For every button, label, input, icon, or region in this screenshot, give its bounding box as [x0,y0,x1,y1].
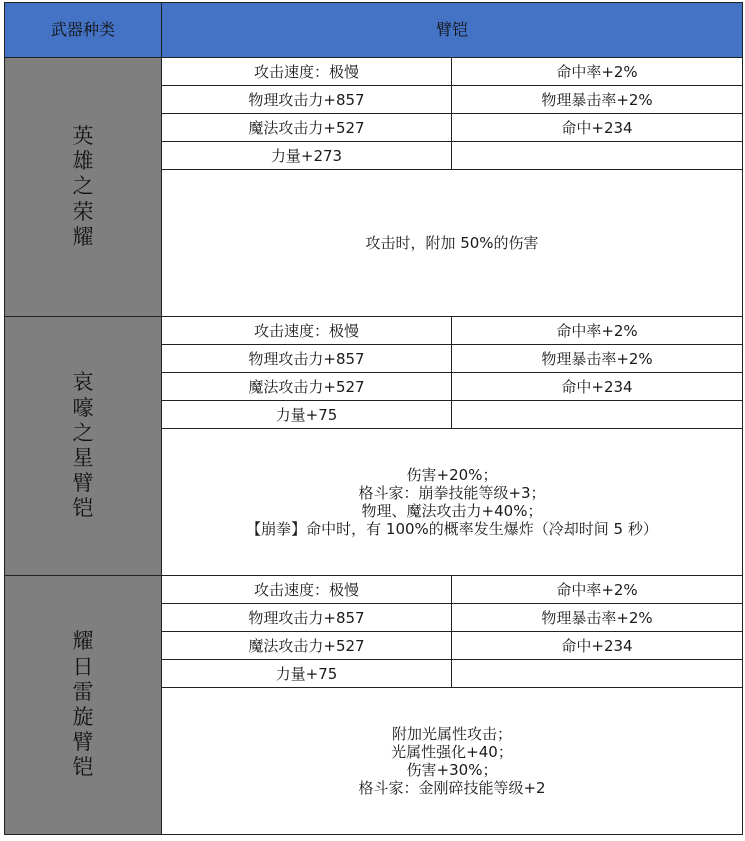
effect-line: 光属性强化+40； [391,743,513,761]
item-name-cell [5,576,162,835]
stat-right: 命中+234 [452,114,743,142]
effect-cell [162,429,743,576]
stat-left: 力量+75 [162,660,452,688]
stat-row [5,576,743,604]
stat-left: 物理攻击力+857 [162,345,452,373]
stat-left: 物理攻击力+857 [162,86,452,114]
weapon-type-header: 臂铠 [162,3,743,58]
stat-left: 魔法攻击力+527 [162,632,452,660]
stat-right: 物理暴击率+2% [452,86,743,114]
stat-right [452,142,743,170]
effect-cell [162,170,743,317]
stat-row [5,317,743,345]
stat-left: 攻击速度：极慢 [162,317,452,345]
item-name: 哀嚎之星臂铠 [72,370,94,521]
stat-left: 力量+273 [162,142,452,170]
stat-left: 物理攻击力+857 [162,604,452,632]
stat-right [452,660,743,688]
stat-right: 命中率+2% [452,317,743,345]
stat-right: 物理暴击率+2% [452,604,743,632]
stat-left: 力量+75 [162,401,452,429]
effect-line: 格斗家：崩拳技能等级+3； [358,484,546,502]
effect-line: 格斗家：金刚碎技能等级+2 [358,779,546,797]
effect-line: 攻击时，附加 50%的伤害 [365,234,539,252]
weapon-stats-table [4,2,743,835]
effect-line: 伤害+30%； [406,761,498,779]
stat-left: 攻击速度：极慢 [162,58,452,86]
effect-line: 物理、魔法攻击力+40%； [361,502,543,520]
stat-left: 魔法攻击力+527 [162,373,452,401]
effect-line: 附加光属性攻击； [392,725,513,743]
stat-right: 物理暴击率+2% [452,345,743,373]
effect-line: 【崩拳】命中时，有 100%的概率发生爆炸（冷却时间 5 秒） [246,520,658,538]
weapon-category-header: 武器种类 [5,3,162,58]
item-name-cell [5,58,162,317]
stat-left: 魔法攻击力+527 [162,114,452,142]
stat-right [452,401,743,429]
stat-right: 命中+234 [452,632,743,660]
item-name: 耀日雷旋臂铠 [72,629,94,780]
stat-left: 攻击速度：极慢 [162,576,452,604]
effect-cell [162,688,743,835]
stat-right: 命中率+2% [452,576,743,604]
stat-right: 命中率+2% [452,58,743,86]
effect-line: 伤害+20%； [406,466,498,484]
header-row [5,3,743,58]
stat-right: 命中+234 [452,373,743,401]
item-name-cell [5,317,162,576]
stat-row [5,58,743,86]
item-name: 英雄之荣耀 [72,124,94,249]
